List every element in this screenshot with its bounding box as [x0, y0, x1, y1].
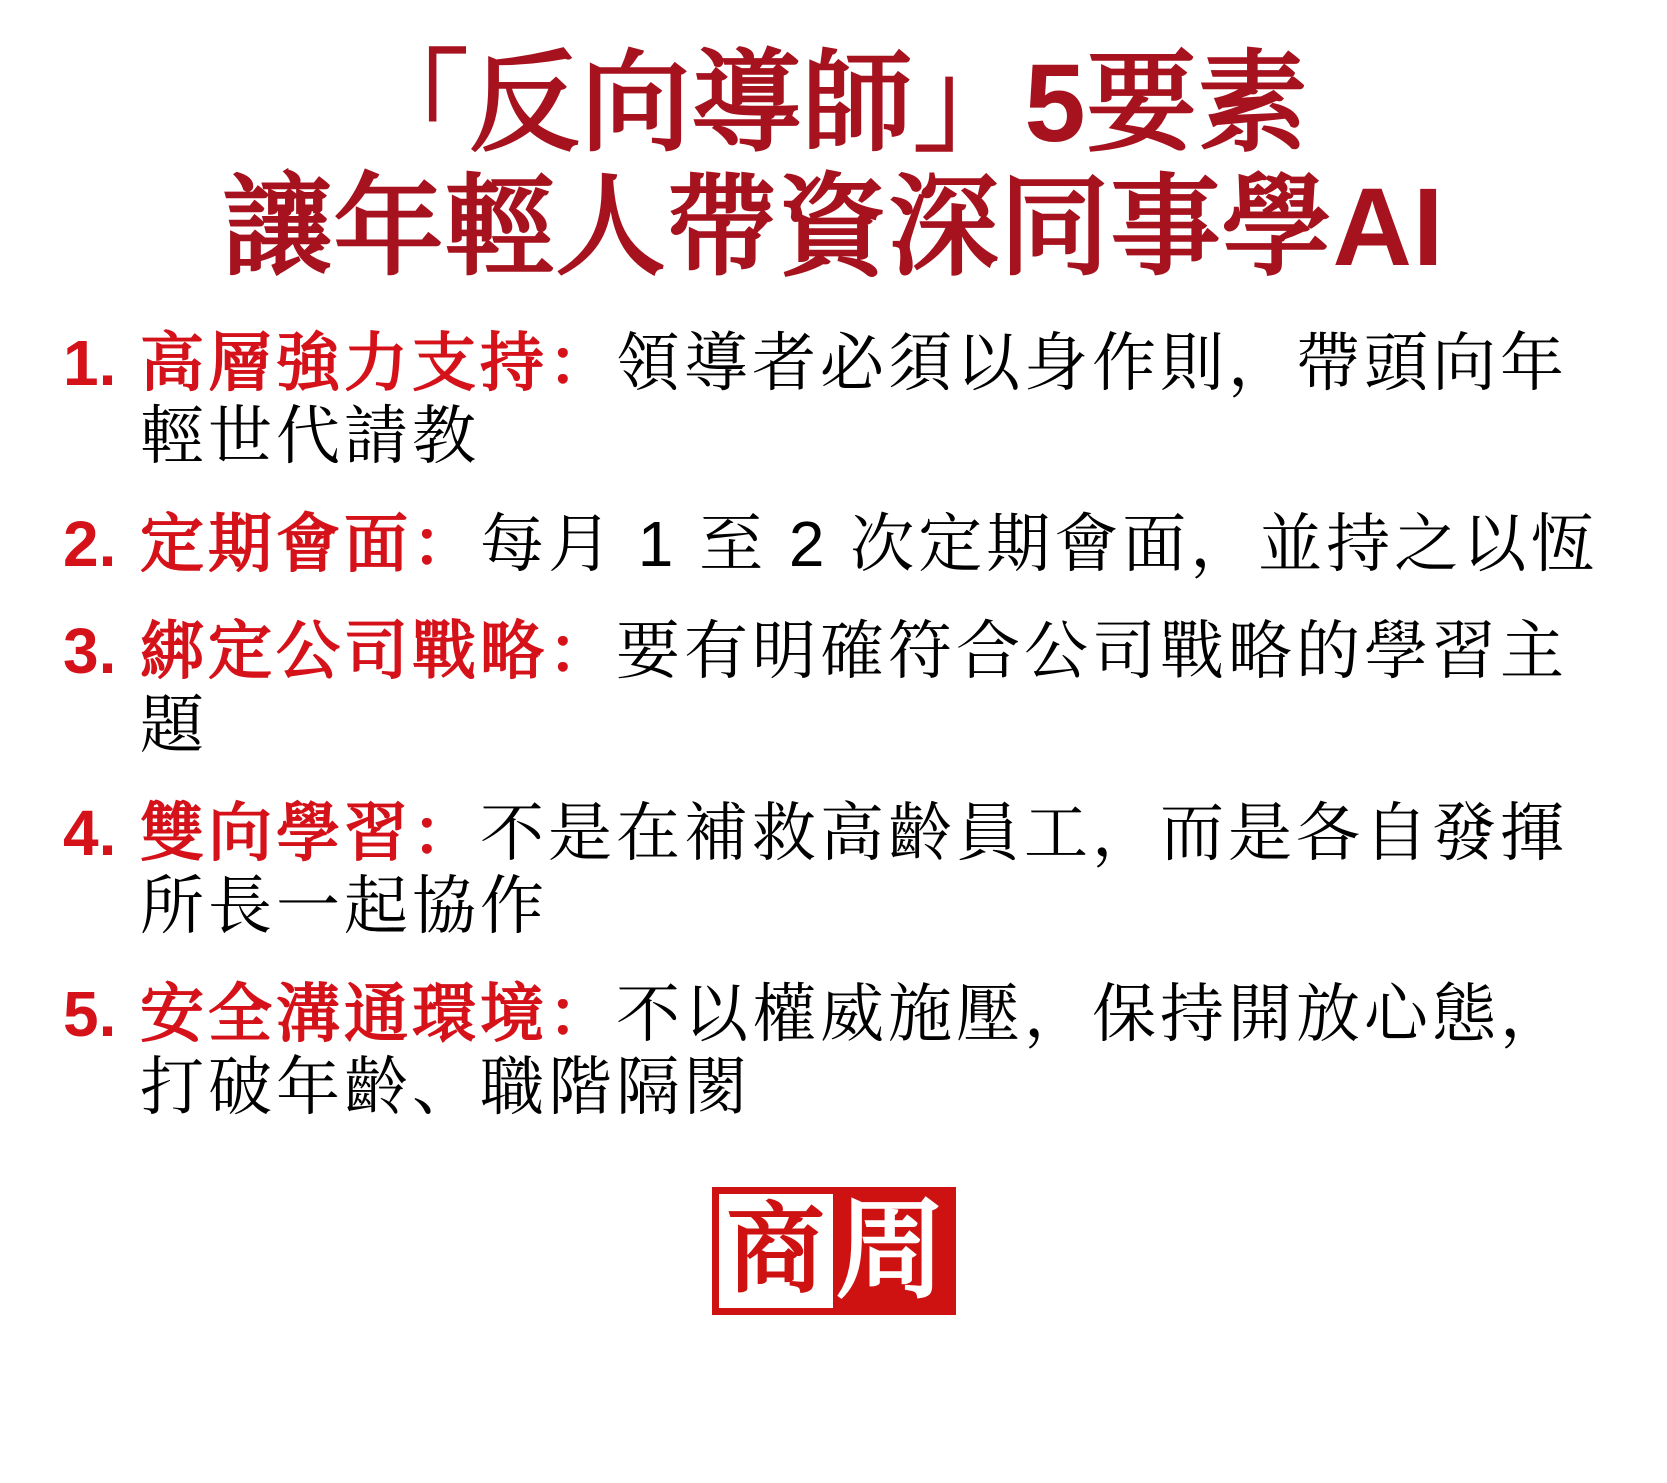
item-label: 定期會面: [140, 507, 412, 580]
title-line-1: 「反向導師」5要素: [358, 42, 1309, 165]
item-number: 1.: [63, 326, 117, 399]
list-item-5: [63, 978, 1609, 1125]
page-title: [0, 0, 1667, 291]
title-line-2: 讓年輕人帶資深同事學AI: [222, 166, 1445, 290]
item-number: 4.: [63, 796, 117, 869]
item-label: 綁定公司戰略: [140, 615, 548, 688]
list-item-2: [63, 508, 1609, 582]
item-number: 2.: [63, 507, 117, 580]
item-label: 安全溝通環境: [140, 977, 548, 1050]
list-item-1: [63, 327, 1609, 474]
item-text: 領導者必須以身作則，帶頭向年輕世代請教: [140, 326, 1568, 473]
list-item-4: [63, 797, 1609, 944]
item-separator: ：: [548, 326, 616, 399]
item-text: 每月 1 至 2 次定期會面，並持之以恆: [480, 507, 1599, 580]
item-number: 3.: [63, 615, 117, 688]
logo-shang-box: [719, 1194, 833, 1308]
logo-char-shang: 商: [726, 1196, 825, 1305]
item-separator: ：: [412, 507, 480, 580]
item-separator: ：: [548, 615, 616, 688]
item-label: 雙向學習: [140, 796, 412, 869]
item-number: 5.: [63, 977, 117, 1050]
logo-char-zhou: 周: [835, 1189, 946, 1312]
business-weekly-logo: [712, 1187, 956, 1315]
item-label: 高層強力支持: [140, 326, 548, 399]
list-item-3: [63, 615, 1609, 762]
item-separator: ：: [548, 977, 616, 1050]
item-separator: ：: [412, 796, 480, 869]
item-text: 不以權威施壓，保持開放心態，打破年齡、職階隔閡: [140, 977, 1568, 1124]
key-points-list: [0, 327, 1667, 1125]
item-text: 不是在補救高齡員工，而是各自發揮所長一起協作: [140, 796, 1568, 943]
item-text: 要有明確符合公司戰略的學習主題: [140, 615, 1568, 761]
